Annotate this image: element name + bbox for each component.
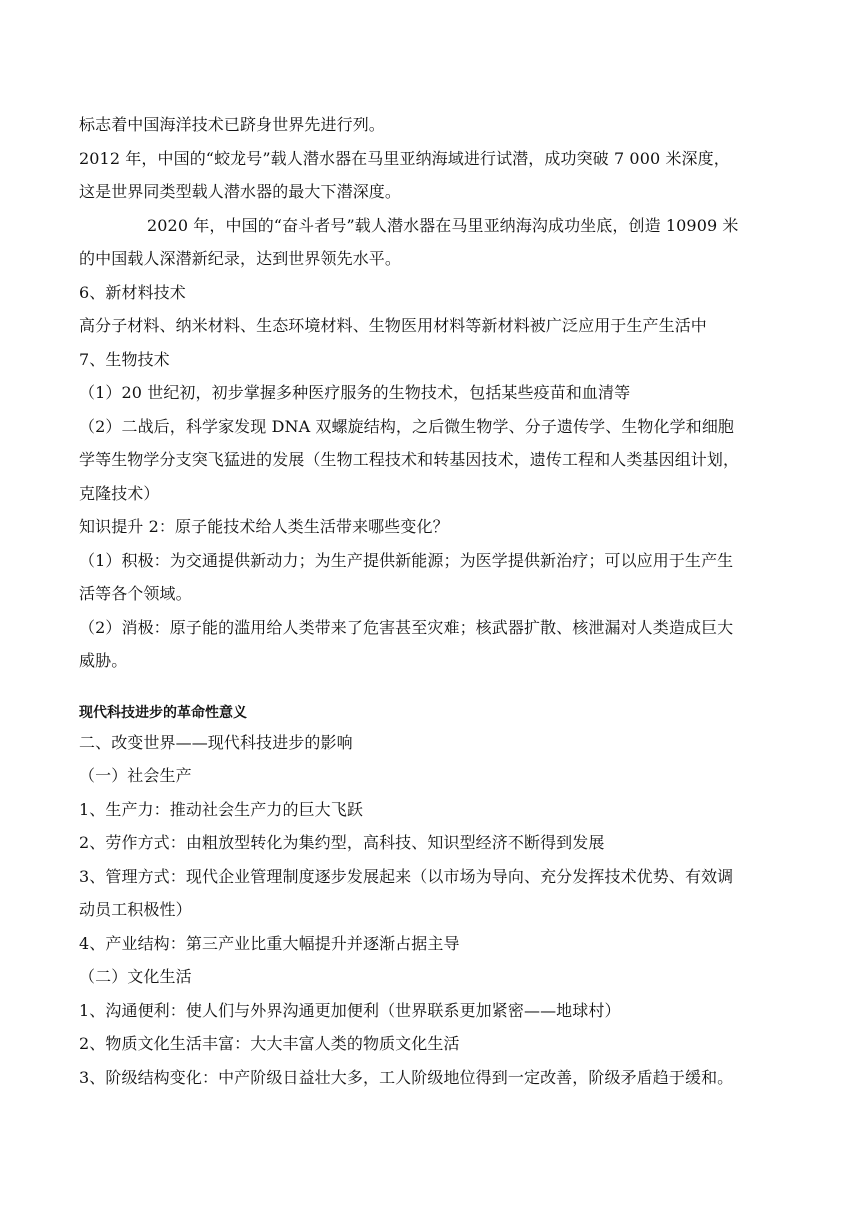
knowledge-question: 知识提升 2：原子能技术给人类生活带来哪些变化？ [79, 517, 449, 536]
item-heading: 7、生物技术 [79, 349, 170, 369]
subsection-title: （二）文化生活 [79, 967, 192, 986]
text-line: （1）20 世纪初，初步掌握多种医疗服务的生物技术，包括某些疫苗和血清等 [79, 383, 631, 402]
text-line: 2、劳作方式：由粗放型转化为集约型，高科技、知识型经济不断得到发展 [79, 833, 605, 852]
text-line: 动员工积极性） [79, 900, 192, 919]
text-line: 活等各个领域。 [79, 584, 192, 603]
text-line: 标志着中国海洋技术已跻身世界先进行列。 [79, 115, 385, 134]
spacer [79, 678, 781, 700]
text-line: 2、物质文化生活丰富：大大丰富人类的物质文化生活 [79, 1034, 460, 1053]
text-line: 1、沟通便利：使人们与外界沟通更加便利（世界联系更加紧密——地球村） [79, 1000, 621, 1020]
text-line: 这是世界同类型载人潜水器的最大下潜深度。 [79, 182, 402, 201]
section-heading: 现代科技进步的革命性意义 [79, 704, 247, 721]
text-line: （1）积极：为交通提供新动力；为生产提供新能源；为医学提供新治疗；可以应用于生产生 [79, 550, 734, 570]
text-line: 3、阶级结构变化：中产阶级日益壮大多，工人阶级地位得到一定改善，阶级矛盾趋于缓和。 [79, 1067, 734, 1087]
text-line: （2）二战后，科学家发现 DNA 双螺旋结构，之后微生物学、分子遗传学、生物化学和细胞 [79, 416, 735, 436]
text-line: 学等生物学分支突飞猛进的发展（生物工程技术和转基因技术，遗传工程和人类基因组计划， [79, 450, 740, 469]
item-heading: 6、新材料技术 [79, 282, 186, 302]
text-line-indented: 2020 年，中国的“奋斗者号”载人潜水器在马里亚纳海沟成功坐底，创造 10909 米 [147, 215, 739, 235]
text-line: 3、管理方式：现代企业管理制度逐步发展起来（以市场为导向、充分发挥技术优势、有效调 [79, 866, 734, 886]
section-title: 二、改变世界——现代科技进步的影响 [79, 732, 353, 752]
text-line: 1、生产力：推动社会生产力的巨大飞跃 [79, 799, 363, 819]
document-body [79, 108, 781, 1094]
text-line: 高分子材料、纳米材料、生态环境材料、生物医用材料等新材料被广泛应用于生产生活中 [79, 316, 707, 335]
text-line: 威胁。 [79, 651, 128, 670]
text-line: （2）消极：原子能的滥用给人类带来了危害甚至灾难；核武器扩散、核泄漏对人类造成巨大 [79, 617, 734, 637]
subsection-title: （一）社会生产 [79, 766, 192, 785]
text-line: 4、产业结构：第三产业比重大幅提升并逐渐占据主导 [79, 933, 460, 953]
text-line: 2012 年，中国的“蛟龙号”载人潜水器在马里亚纳海域进行试潜，成功突破 7 000 米深度， [79, 148, 730, 168]
text-line: 克隆技术） [79, 483, 160, 503]
text-line: 的中国载人深潜新纪录，达到世界领先水平。 [79, 249, 402, 268]
